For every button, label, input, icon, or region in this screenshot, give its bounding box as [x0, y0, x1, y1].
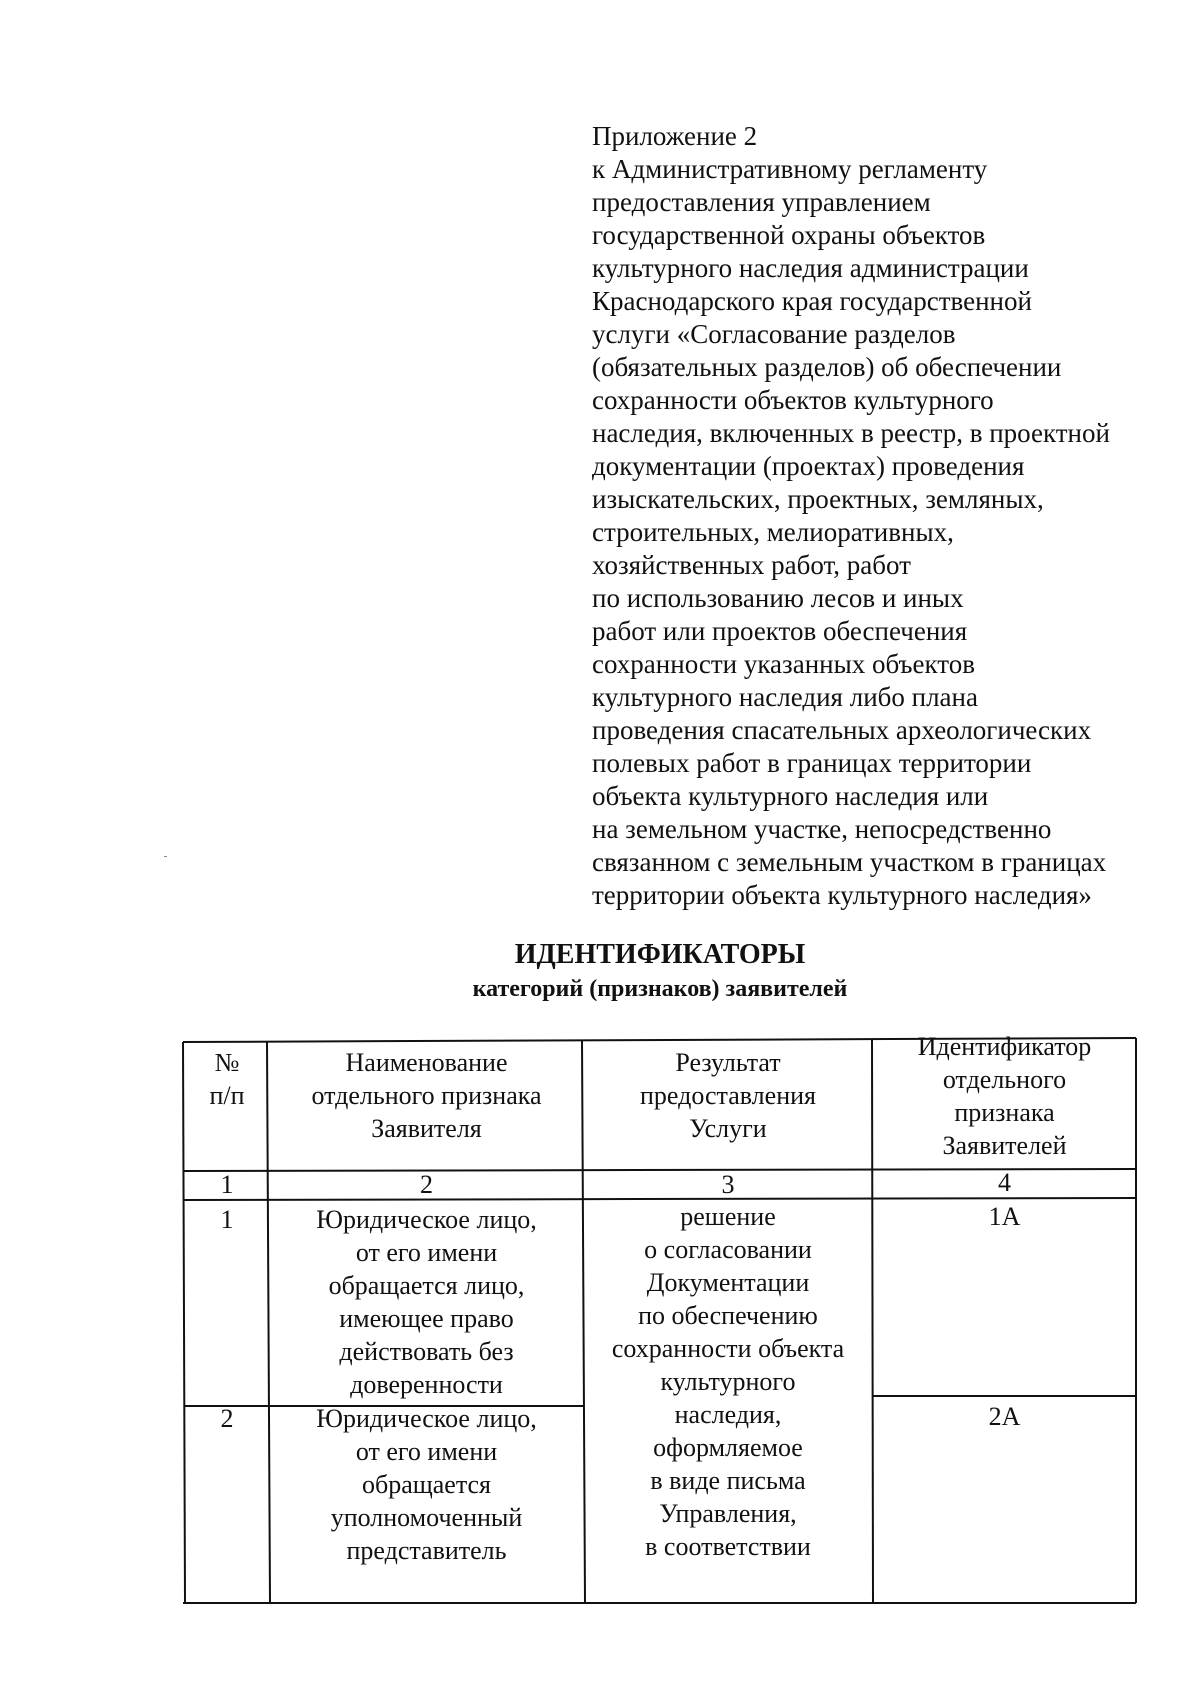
appendix-line: по использованию лесов и иных: [592, 583, 964, 613]
appendix-line: на земельном участке, непосредственно: [592, 814, 1052, 844]
column-number-cell: 1: [220, 1170, 234, 1199]
appendix-line: сохранности объектов культурного: [592, 385, 994, 415]
header-cell-number: № п/п: [209, 1048, 245, 1110]
row-2-attribute-name: Юридическое лицо, от его имени обращается уполномоченный представитель: [316, 1404, 537, 1565]
appendix-line: работ или проектов обеспечения: [592, 616, 968, 646]
appendix-line: территории объекта культурного наследия»: [592, 880, 1092, 910]
document-title: ИДЕНТИФИКАТОРЫ: [514, 939, 806, 970]
table-border-left: [183, 1042, 185, 1603]
appendix-line: культурного наследия администрации: [592, 253, 1029, 283]
appendix-line: хозяйственных работ, работ: [592, 550, 911, 580]
appendix-line: культурного наследия либо плана: [592, 682, 978, 712]
appendix-line: проведения спасательных археологических: [592, 715, 1092, 745]
column-number-cell: 3: [721, 1170, 735, 1199]
header-cell-result: Результат предоставления Услуги: [640, 1048, 816, 1143]
appendix-line: строительных, мелиоративных,: [592, 517, 954, 547]
row-1-attribute-name: Юридическое лицо, от его имени обращается лицо, имеющее право действовать без доверенности: [316, 1205, 537, 1399]
appendix-line: объекта культурного наследия или: [592, 781, 989, 811]
row-2-identifier: 2А: [988, 1402, 1021, 1431]
appendix-block: [592, 120, 1172, 912]
header-cell-attribute-name: Наименование отдельного признака Заявителя: [311, 1048, 542, 1143]
document-subtitle: категорий (признаков) заявителей: [472, 976, 848, 1002]
appendix-line: к Административному регламенту: [592, 154, 988, 184]
appendix-line: предоставления управлением: [592, 187, 931, 217]
appendix-line: полевых работ в границах территории: [592, 748, 1032, 778]
appendix-line: Краснодарского края государственной: [592, 286, 1032, 316]
appendix-line: услуги «Согласование разделов: [592, 319, 956, 349]
scan-speck: [164, 856, 167, 857]
header-cell-identifier: Идентификатор отдельного признака Заявителей: [917, 1032, 1092, 1160]
appendix-line: Приложение 2: [592, 121, 758, 151]
appendix-line: государственной охраны объектов: [592, 220, 986, 250]
column-number-cell: 2: [420, 1170, 433, 1199]
result-cell: решение о согласовании Документации по обеспечению сохранности объекта культурного наследия, оформляемое в виде письма Управления, в соответствии: [611, 1202, 845, 1561]
appendix-line: связанном с земельным участком в границах: [592, 847, 1107, 877]
appendix-line: изыскательских, проектных, земляных,: [592, 484, 1044, 514]
column-number-cell: 4: [998, 1168, 1011, 1197]
appendix-line: сохранности указанных объектов: [592, 649, 975, 679]
appendix-line: документации (проектах) проведения: [592, 451, 1025, 481]
appendix-line: (обязательных разделов) об обеспечении: [592, 352, 1062, 382]
row-1-number: 1: [220, 1205, 234, 1234]
row-2-number: 2: [220, 1404, 234, 1433]
row-1-identifier: 1А: [988, 1202, 1021, 1231]
appendix-line: наследия, включенных в реестр, в проектной: [592, 418, 1110, 448]
